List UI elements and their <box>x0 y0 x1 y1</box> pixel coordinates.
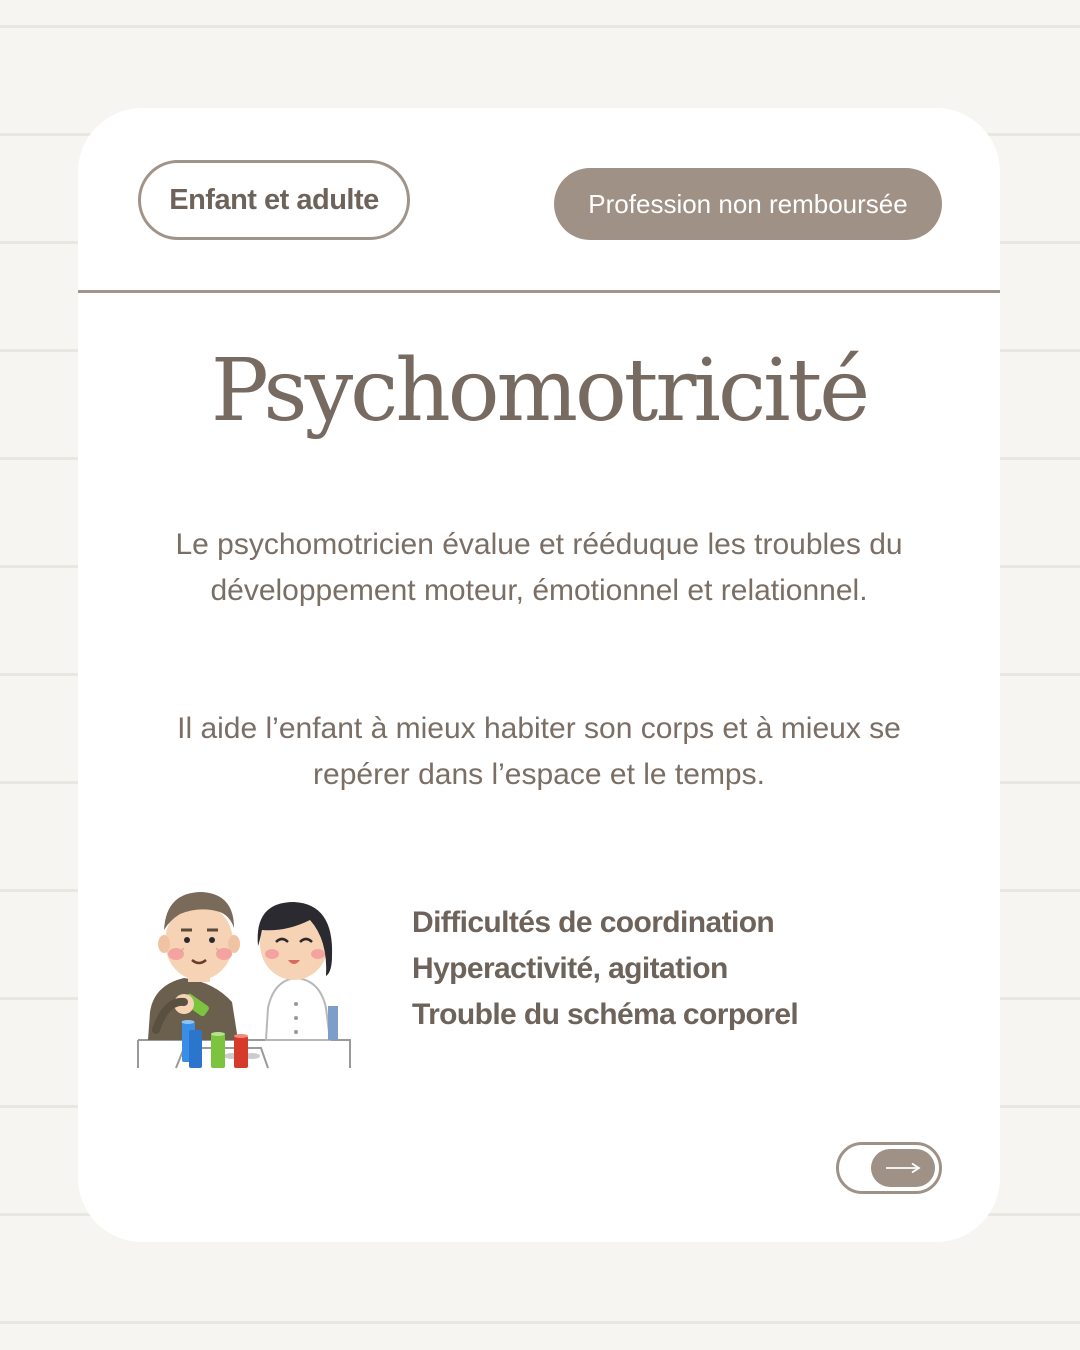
description-paragraph-2: Il aide l’enfant à mieux habiter son corps et à mieux se repérer dans l’espace et le temps. <box>177 712 901 791</box>
audience-badge-label: Enfant et adulte <box>169 183 379 216</box>
therapist-and-patient-illustration <box>136 880 356 1070</box>
description-paragraph-1: Le psychomotricien évalue et rééduque les troubles du développement moteur, émotionnel et relationnel. <box>175 528 903 607</box>
info-card <box>78 108 1000 1242</box>
reimbursement-badge <box>554 168 942 240</box>
next-slide-knob <box>871 1149 935 1187</box>
arrow-right-icon <box>885 1162 921 1174</box>
list-item: Difficultés de coordination <box>412 906 775 939</box>
reimbursement-badge-label: Profession non remboursée <box>588 188 908 219</box>
page-title: Psychomotricité <box>210 341 868 441</box>
list-item: Trouble du schéma corporel <box>412 998 799 1031</box>
header-divider <box>78 290 1000 293</box>
symptom-list <box>412 900 798 1038</box>
list-item: Hyperactivité, agitation <box>412 952 728 985</box>
next-slide-button[interactable] <box>836 1142 942 1194</box>
illustration-image <box>136 880 356 1070</box>
audience-badge <box>138 160 410 240</box>
